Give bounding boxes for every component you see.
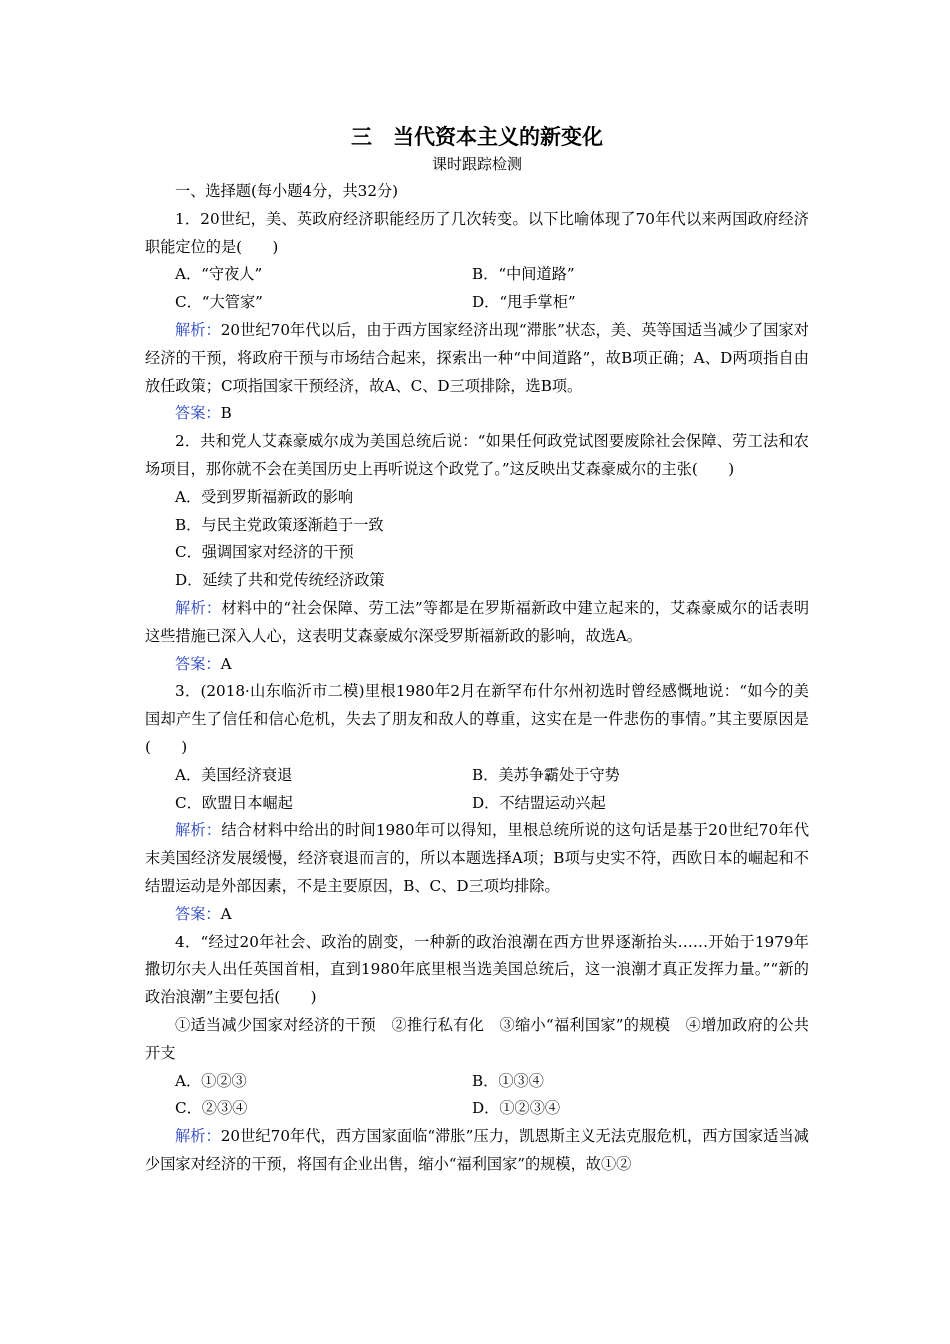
question-3-option-c: C．欧盟日本崛起	[175, 793, 293, 812]
question-4-options-row-2	[145, 1095, 809, 1123]
question-3-answer	[145, 901, 809, 929]
question-1-option-b: B．“中间道路”	[472, 265, 575, 284]
page-subtitle: 课时跟踪检测	[431, 155, 522, 173]
question-3-analysis	[145, 817, 809, 900]
question-1-options-row-1	[145, 261, 809, 289]
question-3-option-b: B．美苏争霸处于守势	[472, 765, 620, 784]
analysis-label: 解析：	[175, 320, 221, 339]
question-3-analysis-text: 结合材料中给出的时间1980年可以得知，里根总统所说的这句话是基于20世纪70年代末美国经济发展缓慢，经济衰退而言的，所以本题选择A项；B项与史实不符，西欧日本的崛起和不结盟运动是外部因素，不是主要原因，B、C、D三项均排除。	[145, 821, 810, 895]
section-heading: 一、选择题(每小题4分，共32分)	[175, 182, 399, 200]
question-2-answer	[145, 651, 809, 679]
question-1-options-row-2	[145, 289, 809, 317]
question-1-option-a: A．“守夜人”	[175, 265, 263, 284]
question-1-analysis-text: 20世纪70年代以后，由于西方国家经济出现“滞胀”状态，美、英等国适当减少了国家对经济的干预，将政府干预与市场结合起来，探索出一种“中间道路”，故B项正确；A、D两项指自由放任政策；C项指国家干预经济，故A、C、D三项排除，选B项。	[145, 320, 809, 395]
question-3-options-row-1	[145, 762, 809, 790]
question-1-option-c: C．“大管家”	[175, 293, 263, 312]
document-page	[145, 122, 809, 1179]
question-4-analysis-text: 20世纪70年代，西方国家面临“滞胀”压力，凯恩斯主义无法克服危机，西方国家适当减少国家对经济的干预，将国有企业出售，缩小“福利国家”的规模，故①②	[145, 1127, 809, 1173]
question-4-options-row-1	[145, 1068, 809, 1096]
question-4-option-a: A．①②③	[175, 1071, 247, 1090]
answer-label: 答案：	[175, 654, 221, 673]
question-3-answer-value: A	[220, 904, 232, 923]
answer-label: 答案：	[175, 404, 221, 423]
page-title: 三 当代资本主义的新变化	[351, 125, 603, 149]
question-1-answer-value: B	[220, 404, 232, 423]
question-1-analysis	[145, 317, 809, 400]
question-2-option-d: D．延续了共和党传统经济政策	[175, 571, 385, 590]
question-1-answer	[145, 400, 809, 428]
analysis-label: 解析：	[175, 1127, 221, 1146]
answer-label: 答案：	[175, 904, 221, 923]
question-2-analysis	[145, 595, 809, 651]
question-3-option-a: A．美国经济衰退	[175, 765, 293, 784]
question-2-option-b: B．与民主党政策逐渐趋于一致	[175, 515, 384, 534]
question-3-option-d: D．不结盟运动兴起	[472, 793, 606, 812]
analysis-label: 解析：	[175, 821, 222, 840]
question-2-analysis-text: 材料中的“社会保障、劳工法”等都是在罗斯福新政中建立起来的，艾森豪威尔的话表明这些措施已深入人心，这表明艾森豪威尔深受罗斯福新政的影响，故选A。	[145, 598, 810, 645]
question-2-answer-value: A	[220, 654, 232, 673]
question-2-option-a: A．受到罗斯福新政的影响	[175, 487, 354, 506]
question-1-option-d: D．“甩手掌柜”	[472, 293, 576, 312]
question-4-option-d: D．①②③④	[472, 1099, 561, 1118]
question-3-stem: 3．(2018·山东临沂市二模)里根1980年2月在新罕布什尔州初选时曾经感慨地说：“如今的美国却产生了信任和信心危机，失去了朋友和敌人的尊重，这实在是一件悲伤的事情。”其主要原因是( )	[145, 682, 809, 756]
question-4-analysis	[145, 1123, 809, 1179]
analysis-label: 解析：	[175, 598, 222, 617]
question-4-option-b: B．①③④	[472, 1071, 544, 1090]
question-2-stem: 2．共和党人艾森豪威尔成为美国总统后说：“如果任何政党试图要废除社会保障、劳工法和农场项目，那你就不会在美国历史上再听说这个政党了。”这反映出艾森豪威尔的主张( )	[145, 432, 809, 478]
question-4-option-c: C．②③④	[175, 1099, 248, 1118]
question-1-stem: 1．20世纪，美、英政府经济职能经历了几次转变。以下比喻体现了70年代以来两国政府经济职能定位的是( )	[145, 209, 809, 256]
question-4-stem: 4．“经过20年社会、政治的剧变，一种新的政治浪潮在西方世界逐渐抬头……开始于1979年撒切尔夫人出任英国首相，直到1980年底里根当选美国总统后，这一浪潮才真正发挥力量。”“新的政治浪潮”主要包括( )	[145, 932, 809, 1007]
question-4-items: ①适当减少国家对经济的干预 ②推行私有化 ③缩小“福利国家”的规模 ④增加政府的公共开支	[145, 1015, 809, 1062]
question-3-options-row-2	[145, 790, 809, 818]
question-2-option-c: C．强调国家对经济的干预	[175, 543, 354, 562]
